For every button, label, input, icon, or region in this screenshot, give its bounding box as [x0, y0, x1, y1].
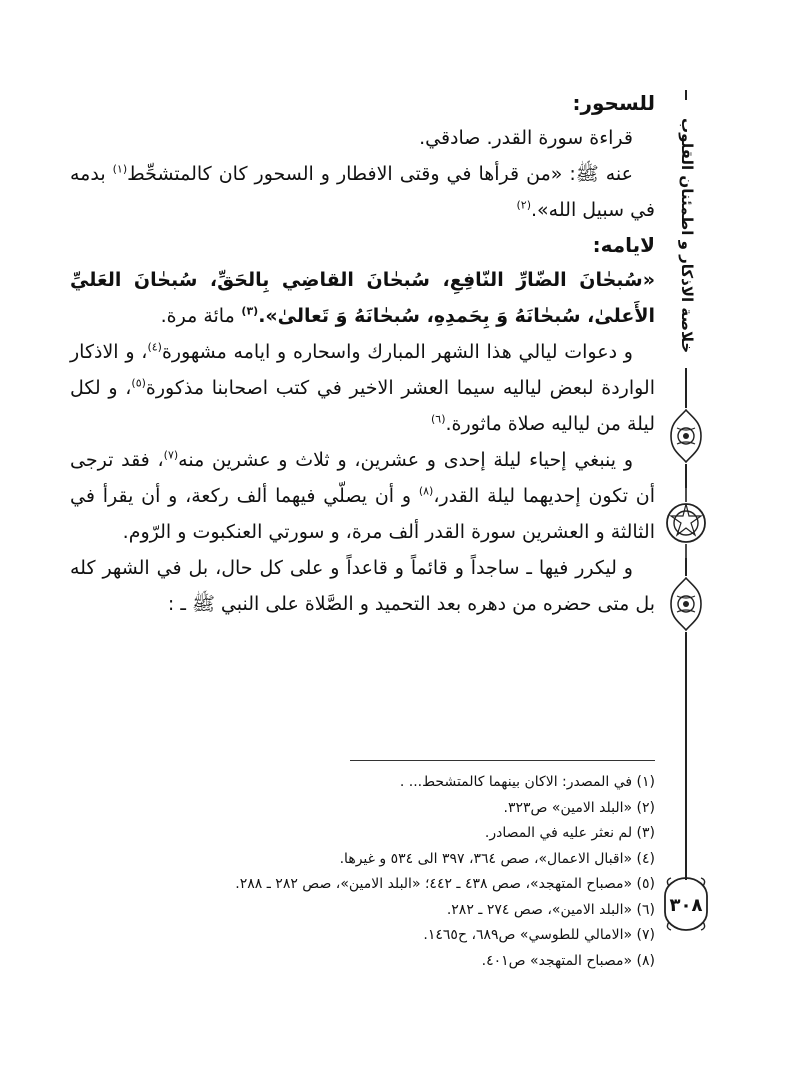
- footnote-1: (١) في المصدر: الاكان بينهما كالمتشحط... .: [399, 774, 655, 790]
- paragraph-4-text-c: و أن يصلّي فيهما ألف ركعة، و أن يقرأ في الثالثة و العشرين سورة القدر ألف مرة، و سورتي العنكبوت و الرّوم.: [70, 485, 655, 543]
- side-line-top: [685, 90, 687, 100]
- floral-ornament-icon: [663, 408, 709, 464]
- footnote-2: (٢) «البلد الامين» ص٣٢٣.: [503, 799, 655, 816]
- paragraph-4: [70, 442, 655, 550]
- paragraph-2: [70, 156, 655, 228]
- paragraph-5-text: و ليكرر فيها ـ ساجداً و قائماً و قاعداً و على كل حال، بل في الشهر كله بل متى حضره من دهره بعد التحميد و الصَّلاة على النبي ﷺ ـ :: [70, 557, 655, 615]
- paragraph-3-text-b: ، و الاذكار الواردة لبعض لياليه سيما العشر الاخير في كتب اصحابنا مذكورة: [70, 341, 655, 399]
- side-border: [663, 90, 709, 1010]
- footnote-ref-3[interactable]: (٣): [241, 304, 259, 318]
- paragraph-1-text: قراءة سورة القدر. صادقي.: [419, 127, 633, 149]
- footnote-ref-8[interactable]: (٨): [418, 484, 434, 498]
- tasbih-count: مائة مرة.: [160, 305, 235, 327]
- paragraph-1: [70, 120, 655, 156]
- footnote-5: (٥) «مصباح المتهجد»، صص ٤٣٨ ـ ٤٤٢؛ «البلد الامين»، صص ٢٨٢ ـ ٢٨٨.: [235, 876, 655, 892]
- heading-ayyam: لايامه:: [592, 233, 655, 257]
- side-line-upper: [685, 368, 687, 408]
- heading-suhur: للسحور:: [572, 91, 655, 115]
- paragraph-3-text-a: و دعوات ليالي هذا الشهر المبارك واسحاره و ايامه مشهورة: [161, 341, 633, 363]
- side-line-mid1: [685, 464, 687, 488]
- paragraph-3-text-c: ، و لكل ليلة من لياليه صلاة ماثورة.: [70, 377, 655, 435]
- footnote-ref-2[interactable]: (٢): [516, 198, 532, 212]
- footnote-8: (٨) «مصباح المتهجد» ص٤٠١.: [481, 952, 655, 969]
- footnote-6: (٦) «البلد الامين»، صص ٢٧٤ ـ ٢٨٢.: [446, 901, 655, 918]
- paragraph-5: [70, 550, 655, 622]
- footnote-7: (٧) «الامالي للطوسي» ص٦٨٩، ح١٤٦٥.: [423, 927, 655, 943]
- footnote-ref-1[interactable]: (١): [112, 162, 128, 176]
- main-text: [70, 86, 655, 622]
- page-number: ٣٠٨: [669, 895, 703, 916]
- floral-ornament-lower-icon: [663, 576, 709, 632]
- footnote-ref-4[interactable]: (٤): [147, 340, 162, 354]
- tasbih-paragraph: [70, 262, 655, 334]
- medallion-ornament-icon: [663, 488, 709, 558]
- side-line-lower: [685, 632, 687, 880]
- footnote-3: (٣) لم نعثر عليه في المصادر.: [484, 825, 655, 841]
- paragraph-4-text-b: ، فقد ترجى أن تكون إحديهما ليلة القدر،: [70, 449, 655, 507]
- footnote-ref-7[interactable]: (٧): [163, 448, 179, 462]
- tasbih-text: «سُبحٰانَ الضّارِّ النّافِعِ، سُبحٰانَ القاضِي بِالحَقِّ، سُبحٰانَ العَليِّ الأَعلىٰ، سُبحٰانَهُ وَ بِحَمدِهِ، سُبحٰانَهُ وَ تَعالىٰ».: [70, 269, 655, 327]
- paragraph-4-text-a: و ينبغي إحياء ليلة إحدى و عشرين، و ثلاث و عشرين منه: [178, 449, 633, 471]
- running-title: خلاصة الاذكار و اطمئنان القلوب: [678, 117, 696, 354]
- footnote-4: (٤) «اقبال الاعمال»، صص ٣٦٤، ٣٩٧ الى ٥٣٤ و غيرها.: [339, 850, 655, 867]
- paragraph-3: [70, 334, 655, 442]
- paragraph-2-text-b: بدمه في سبيل الله».: [70, 163, 655, 221]
- footnote-separator: [350, 760, 655, 761]
- footnote-ref-6[interactable]: (٦): [431, 412, 446, 426]
- paragraph-2-text-a: عنه ﷺ: «من قرأها في وقتى الافطار و السحور كان كالمتشحِّط: [127, 163, 633, 185]
- side-line-mid2: [685, 558, 687, 576]
- footnotes: [150, 770, 655, 974]
- footnote-ref-5[interactable]: (٥): [131, 376, 146, 390]
